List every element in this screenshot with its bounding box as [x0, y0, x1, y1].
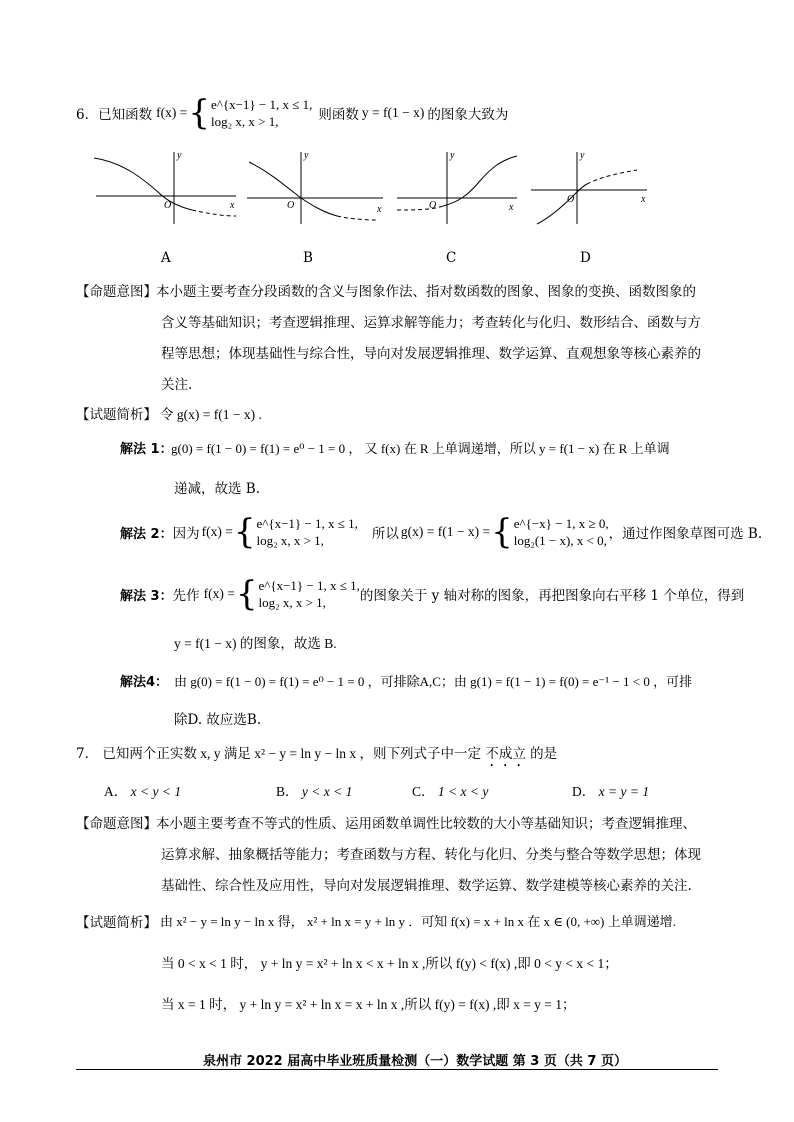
q6-intent-line-3: 程等思想；体现基础性与综合性，导向对发展逻辑推理、数学运算、直观想象等核心素养的 — [161, 346, 701, 362]
q6-method4-line1: 由 g(0) = f(1 − 0) = f(1) = e⁰ − 1 = 0 ，可排除A,C；由 g(1) = f(1 − 1) = f(0) = e⁻¹ − 1 < 0 ，可排 — [174, 674, 693, 689]
q7-number: 7． — [76, 746, 99, 762]
q6-method4-label: 解法4： — [120, 675, 169, 690]
option-label: D． — [572, 784, 596, 799]
option-text: y < x < 1 — [301, 784, 353, 799]
q6-method3-label: 解法 3： — [120, 588, 173, 604]
q6-number: 6． — [76, 107, 99, 123]
q6-option-c: C — [446, 250, 457, 266]
option-label: C． — [412, 784, 435, 799]
x-label: x — [641, 194, 646, 205]
q6-method2-g-lhs: g(x) = f(1 − x) = — [400, 524, 491, 539]
option-text: x = y = 1 — [598, 784, 650, 799]
q6-method2 — [120, 510, 762, 554]
q6-method3-line2: y = f(1 − x) 的图象，故选 B. — [174, 636, 337, 651]
q6-piecewise: { e^{x−1} − 1, x ≤ 1, log₂ x, x > 1, — [188, 93, 313, 133]
q6-method2-g1: e^{−x} − 1, x ≥ 0, — [513, 516, 609, 531]
q6-method3-f-lhs: f(x) = — [203, 586, 235, 601]
q6-method3-f1: e^{x−1} − 1, x ≤ 1, — [258, 578, 360, 593]
q7-intent-line-1: 本小题主要考查不等式的性质、运用函数单调性比较数的大小等基础知识；考查逻辑推理、 — [156, 816, 696, 832]
q6-option-b: B — [303, 250, 313, 266]
q6-stem-post: 则函数 — [318, 107, 359, 123]
q6-graph-c — [393, 148, 523, 228]
y-label: y — [450, 150, 455, 161]
curve-solid — [94, 158, 192, 210]
q6-method2-label: 解法 2： — [120, 526, 173, 542]
q6-method4-line2: 除D. 故应选B. — [174, 712, 262, 728]
origin-label: O — [429, 200, 437, 211]
q7-option-d — [572, 780, 649, 800]
q6-option-d: D — [580, 250, 591, 266]
q6-stem-tail: 的图象大致为 — [427, 107, 509, 123]
y-label: y — [304, 150, 309, 161]
origin-label: O — [164, 200, 172, 211]
curve-dashed — [337, 216, 377, 220]
q7-option-b — [276, 780, 352, 800]
q6-stem — [76, 93, 508, 133]
q7-option-c — [412, 780, 488, 800]
q7-intent-line-2: 运算求解、抽象概括等能力；考查函数与方程、转化与化归、分类与整合等数学思想；体现 — [161, 847, 701, 863]
q6-case1: e^{x−1} − 1, x ≤ 1, — [210, 97, 313, 112]
q6-method2-g2: log₂(1 − x), x < 0, — [513, 533, 607, 548]
q6-method2-pre: 因为 — [172, 526, 200, 542]
option-label: A． — [104, 784, 128, 799]
q7-stem — [76, 742, 557, 770]
q7-intent-label: 【命题意图】 — [76, 816, 157, 832]
q6-method3 — [120, 572, 744, 616]
q6-method2-post: ，通过作图象草图可选 B. — [608, 526, 763, 542]
x-label: x — [377, 204, 382, 215]
q6-graph-d — [527, 148, 652, 228]
footer-rule — [76, 1069, 718, 1070]
q6-graph-a — [92, 148, 242, 228]
y-label: y — [177, 150, 182, 161]
option-text: x < y < 1 — [130, 784, 182, 799]
q7-stem-pre: 已知两个正实数 x, y 满足 x² − y = ln y − ln x ，则下列式子中一定 — [102, 746, 482, 761]
q6-method2-f-lhs: f(x) = — [201, 524, 233, 539]
q6-method2-mid: 所以 — [371, 526, 399, 542]
q6-analysis-label: 【试题简析】 — [76, 407, 157, 423]
q7-stem-post: 的是 — [530, 746, 558, 762]
q6-method1-line1: g(0) = f(1 − 0) = f(1) = e⁰ − 1 = 0 ， 又 f(x) 在 R 上单调递增，所以 y = f(1 − x) 在 R 上单调 — [171, 441, 670, 456]
q6-option-a: A — [161, 250, 171, 266]
q6-intent-label: 【命题意图】 — [76, 284, 157, 300]
x-label: x — [230, 200, 235, 211]
q6-method3-f2: log₂ x, x > 1, — [258, 595, 326, 610]
q6-method2-f2: log₂ x, x > 1, — [256, 533, 324, 548]
q6-method3-pre: 先作 — [172, 588, 200, 604]
page-footer: 泉州市 2022 届高中毕业班质量检测（一）数学试题 第 3 页（共 7 页） — [203, 1054, 627, 1069]
q6-intent-line-4: 关注. — [161, 377, 193, 393]
q7-stem-emphasis: 不成立 — [485, 746, 526, 762]
curve-dashed — [587, 170, 637, 184]
y-label: y — [580, 150, 585, 161]
origin-label: O — [287, 200, 295, 211]
q6-f-lhs: f(x) = — [156, 105, 188, 120]
q6-method2-g-piecewise: { e^{−x} − 1, x ≥ 0, log₂(1 − x), x < 0, — [491, 512, 609, 552]
q6-method1-label: 解法 1： — [120, 442, 173, 457]
q6-analysis-text: 令 g(x) = f(1 − x) . — [160, 407, 262, 422]
q7-analysis-label: 【试题简析】 — [76, 915, 157, 931]
q7-analysis-line1: 由 x² − y = ln y − ln x 得， x² + ln x = y + ln y ．可知 f(x) = x + ln x 在 x ∈ (0, +∞) 上单调递增. — [160, 914, 676, 929]
q6-intent-line-1: 本小题主要考查分段函数的含义与图象作法、指对数函数的图象、图象的变换、函数图象的 — [156, 284, 696, 300]
origin-label: O — [567, 194, 575, 205]
q7-analysis-line3: 当 x = 1 时， y + ln y = x² + ln x = x + ln x ,所以 f(y) = f(x) ,即 x = y = 1； — [161, 997, 576, 1012]
option-label: B． — [276, 784, 299, 799]
q6-case2: log₂ x, x > 1, — [210, 114, 279, 129]
x-label: x — [509, 202, 514, 213]
q6-method2-f-piecewise: { e^{x−1} − 1, x ≤ 1, log₂ x, x > 1, — [233, 512, 358, 552]
q6-graph-b — [243, 148, 388, 228]
q6-target: y = f(1 − x) — [361, 105, 425, 120]
q6-method1-line2: 递减，故选 B. — [174, 481, 261, 497]
q7-intent-line-3: 基础性、综合性及应用性，导向对发展逻辑推理、数学运算、数学建模等核心素养的关注. — [161, 878, 692, 894]
q6-method3-f-piecewise: { e^{x−1} − 1, x ≤ 1, log₂ x, x > 1, — [235, 574, 360, 614]
option-text: 1 < x < y — [437, 784, 489, 799]
q6-method2-f1: e^{x−1} − 1, x ≤ 1, — [256, 516, 358, 531]
q7-analysis-line2: 当 0 < x < 1 时， y + ln y = x² + ln x < x + ln x ,所以 f(y) < f(x) ,即 0 < y < x < 1； — [161, 956, 618, 971]
q6-intent-line-2: 含义等基础知识；考查逻辑推理、运算求解等能力；考查转化与化归、数形结合、函数与方 — [161, 315, 701, 331]
q6-stem-pre: 已知函数 — [98, 107, 153, 123]
q6-method3-post: 的图象关于 y 轴对称的图象，再把图象向右平移 1 个单位，得到 — [359, 588, 745, 604]
q7-option-a — [104, 780, 181, 800]
